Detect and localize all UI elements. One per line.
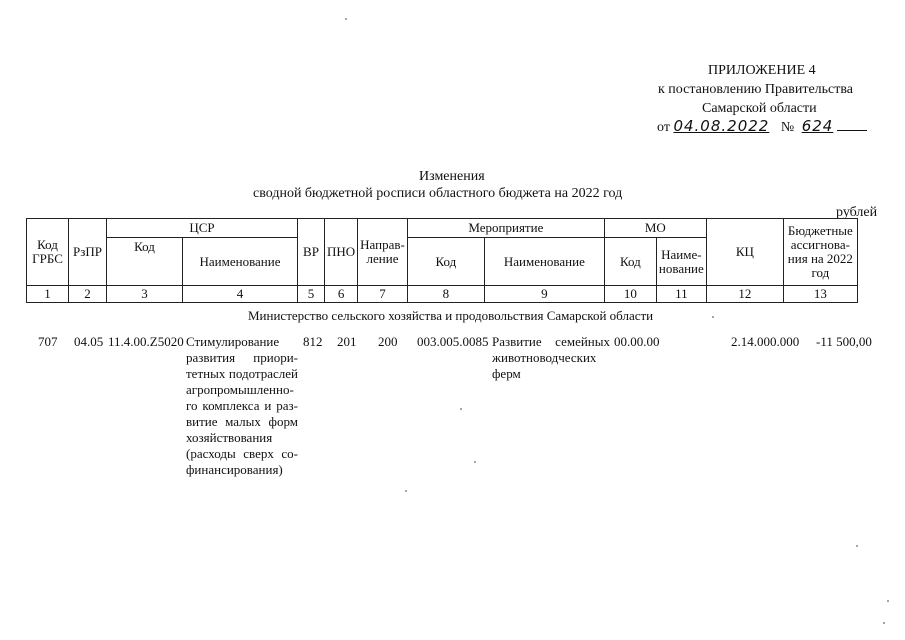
cell-mo-code: 00.00.00 bbox=[614, 334, 660, 349]
col-num-10: 10 bbox=[604, 286, 656, 303]
col-num-5: 5 bbox=[298, 286, 325, 303]
header-csr-name: Наименование bbox=[183, 238, 298, 286]
cell-grbs: 707 bbox=[38, 334, 58, 349]
scan-speck bbox=[474, 461, 476, 463]
scan-speck bbox=[856, 545, 858, 547]
header-event: Мероприятие bbox=[407, 219, 604, 238]
col-num-11: 11 bbox=[656, 286, 706, 303]
col-num-13: 13 bbox=[783, 286, 857, 303]
col-num-8: 8 bbox=[407, 286, 484, 303]
cell-amount: -11 500,00 bbox=[816, 334, 872, 349]
cell-csr-name: Стимулирование развития приори-тетных подотраслей агропромышленно-го комплекса и раз-витие малых форм хозяйствования (расходы сверх со-финансирования) bbox=[186, 334, 298, 477]
cell-vr: 812 bbox=[303, 334, 323, 349]
handwritten-number: 624 bbox=[801, 117, 834, 135]
cell-pno: 201 bbox=[337, 334, 357, 349]
units-label: рублей bbox=[836, 205, 878, 220]
budget-table-header bbox=[26, 218, 858, 303]
underline bbox=[837, 130, 867, 131]
scan-speck bbox=[405, 490, 407, 492]
header-pno: ПНО bbox=[325, 219, 358, 286]
col-num-2: 2 bbox=[69, 286, 107, 303]
header-mo-name: Наиме-нование bbox=[656, 238, 706, 286]
date-prefix: от bbox=[657, 120, 670, 135]
cell-event-code: 003.005.0085 bbox=[417, 334, 489, 349]
scan-speck bbox=[883, 622, 885, 624]
header-budget: Бюджетные ассигнова-ния на 2022 год bbox=[783, 219, 857, 286]
col-num-1: 1 bbox=[27, 286, 69, 303]
cell-event-name: Развитие семейных животноводческих ферм bbox=[492, 334, 610, 381]
header-mo-code: Код bbox=[604, 238, 656, 286]
header-grbs: Код ГРБС bbox=[27, 219, 69, 286]
header-kc: КЦ bbox=[706, 219, 783, 286]
col-num-3: 3 bbox=[107, 286, 183, 303]
header-csr-code: Код bbox=[107, 238, 183, 286]
cell-direction: 200 bbox=[378, 334, 398, 349]
col-num-9: 9 bbox=[484, 286, 604, 303]
header-direction: Направ-ление bbox=[358, 219, 408, 286]
header-event-name: Наименование bbox=[484, 238, 604, 286]
title-line2: сводной бюджетной росписи областного бюджета на 2022 год bbox=[253, 186, 623, 201]
scan-speck bbox=[887, 600, 889, 602]
col-num-7: 7 bbox=[358, 286, 408, 303]
col-num-4: 4 bbox=[183, 286, 298, 303]
ministry-caption: Министерство сельского хозяйства и продовольствия Самарской области bbox=[248, 308, 654, 323]
col-num-6: 6 bbox=[325, 286, 358, 303]
header-mo: МО bbox=[604, 219, 706, 238]
header-vr: ВР bbox=[298, 219, 325, 286]
handwritten-date: 04.08.2022 bbox=[673, 117, 770, 135]
cell-csr-code: 11.4.00.Z5020 bbox=[108, 334, 184, 349]
appendix-title: ПРИЛОЖЕНИЕ 4 bbox=[708, 63, 816, 78]
title-line1: Изменения bbox=[419, 169, 485, 184]
number-prefix: № bbox=[780, 120, 795, 135]
header-event-code: Код bbox=[407, 238, 484, 286]
appendix-region: Самарской области bbox=[702, 101, 817, 116]
scan-speck bbox=[460, 408, 462, 410]
scan-speck bbox=[712, 316, 714, 318]
cell-rzpr: 04.05 bbox=[74, 334, 104, 349]
header-rzpr: РзПР bbox=[69, 219, 107, 286]
appendix-decree: к постановлению Правительства bbox=[658, 82, 854, 97]
header-csr: ЦСР bbox=[107, 219, 298, 238]
appendix-date-line bbox=[657, 118, 867, 136]
col-num-12: 12 bbox=[706, 286, 783, 303]
cell-kc: 2.14.000.000 bbox=[731, 334, 800, 349]
scan-speck bbox=[345, 18, 347, 20]
